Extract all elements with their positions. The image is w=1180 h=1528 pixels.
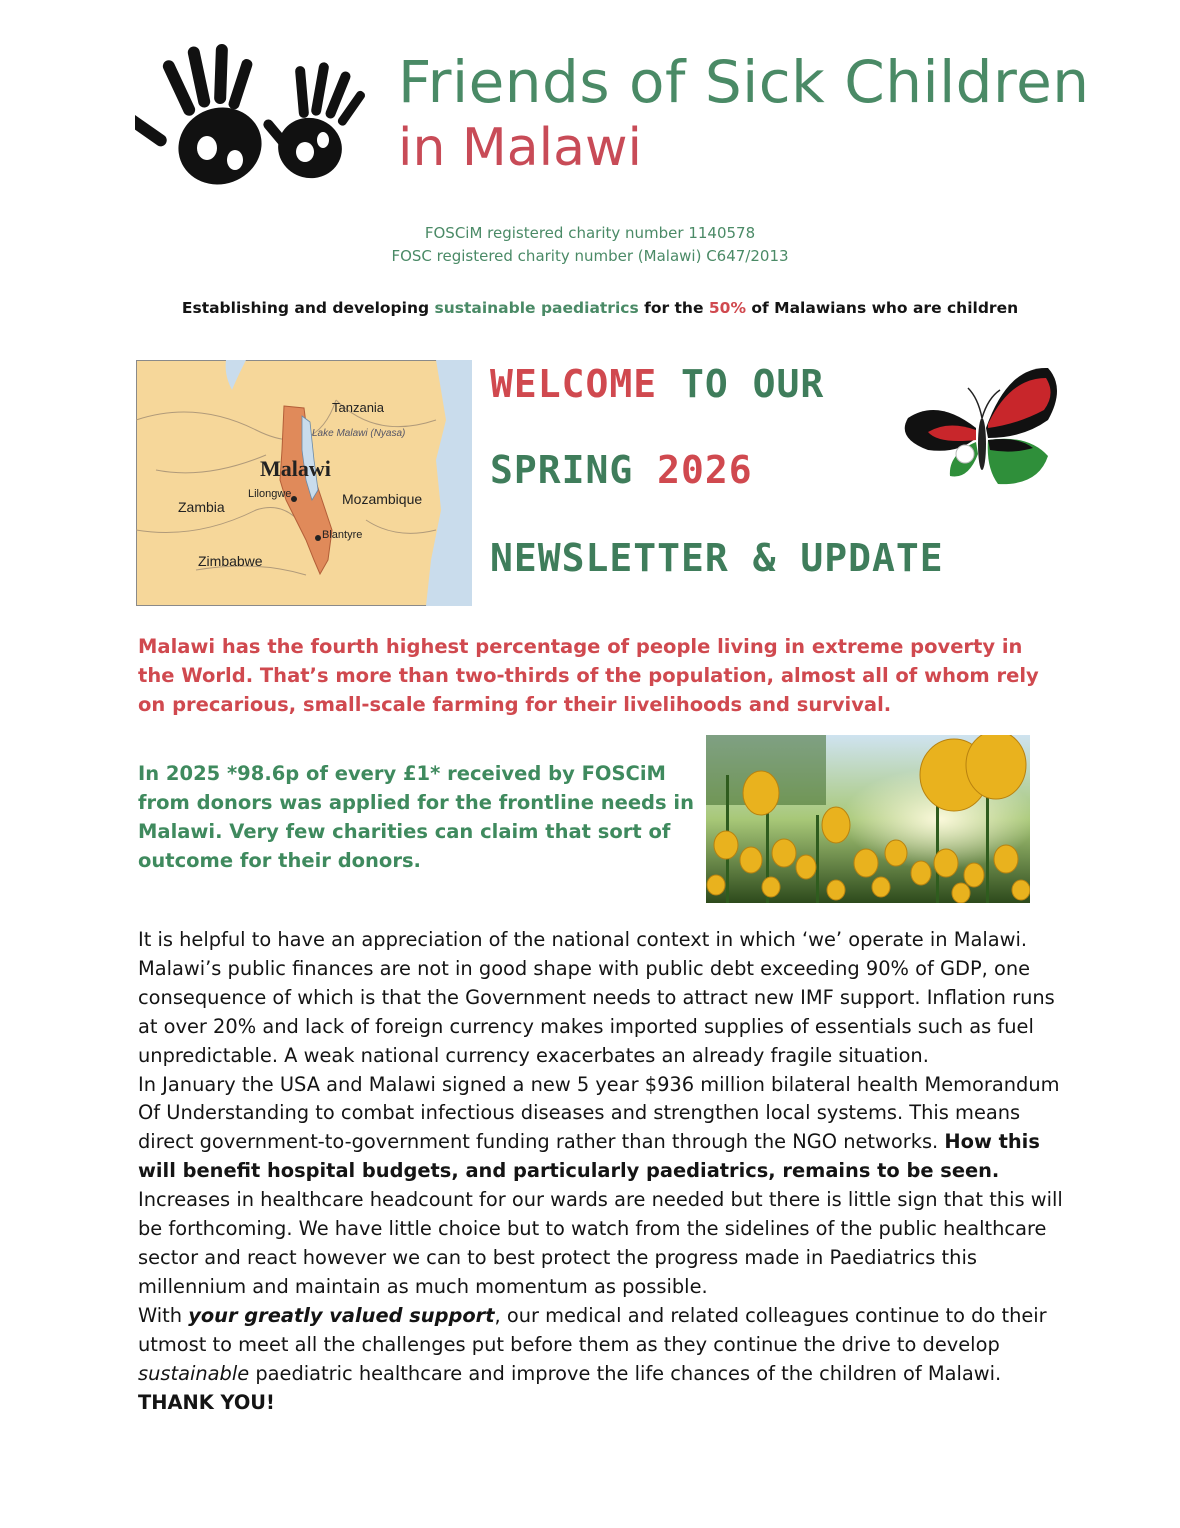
registration-number-uk: FOSCiM registered charity number 1140578 — [424, 224, 756, 242]
tagline — [0, 299, 1180, 317]
welcome-heading-line1 — [490, 362, 824, 406]
org-name-line1: Friends of Sick Children — [398, 48, 1090, 116]
thank-you: THANK YOU! — [138, 1390, 275, 1414]
body-paragraph-thanks — [138, 1302, 1068, 1418]
welcome-heading-line2 — [490, 448, 753, 492]
map-label-tanzania: Tanzania — [332, 400, 385, 415]
tagline-highlight-paediatrics: sustainable paediatrics — [434, 299, 639, 317]
tagline-text: of Malawians who are children — [745, 299, 1019, 317]
map-label-mozambique: Mozambique — [342, 491, 423, 507]
tagline-highlight-percent: 50% — [708, 299, 746, 317]
registration-number-malawi: FOSC registered charity number (Malawi) C647/2013 — [391, 247, 789, 265]
malawi-flag-butterfly — [898, 358, 1063, 508]
handprints-logo — [135, 36, 375, 196]
sustainable-emphasis: sustainable — [138, 1361, 250, 1385]
support-emphasis: your greatly valued support — [188, 1303, 495, 1327]
mou-bold: How this will benefit hospital budgets, and particularly paediatrics, remains to be seen. — [138, 1130, 1040, 1183]
malawi-map — [136, 360, 472, 606]
body-paragraph-headcount: Increases in healthcare headcount for our wards are needed but there is little sign that this will be forthcoming. We have little choice but to watch from the sidelines of the public healthcare sector and react however we can to best protect the progress made in Paediatrics this millennium and maintain as much momentum as possible. — [138, 1188, 1063, 1298]
map-label-zimbabwe: Zimbabwe — [198, 553, 263, 569]
map-label-blantyre: Blantyre — [322, 529, 363, 541]
tagline-text: Establishing and developing — [181, 299, 435, 317]
body-paragraph-finances: Malawi’s public finances are not in good shape with public debt exceeding 90% of GDP, one consequence of which is that the Government needs to attract new IMF support. Inflation runs at over 20% and lack of foreign currency makes imported supplies of essentials such as fuel unpredictable. A weak national currency exacerbates an already fragile situation. — [138, 956, 1055, 1067]
thanks-text-a: With — [138, 1303, 189, 1327]
body-text — [138, 926, 1068, 1417]
map-label-zambia: Zambia — [178, 499, 225, 515]
body-paragraph-context: It is helpful to have an appreciation of the national context in which ‘we’ operate in Malawi. — [138, 928, 1028, 951]
tulips-photo — [706, 735, 1030, 903]
map-label-malawi: Malawi — [260, 456, 331, 481]
welcome-word: WELCOME — [490, 362, 658, 406]
thanks-text-c: paediatric healthcare and improve the life chances of the children of Malawi. — [249, 1361, 1002, 1385]
map-label-lake: Lake Malawi (Nyasa) — [312, 428, 406, 439]
tagline-text: for the — [638, 299, 709, 317]
welcome-to-our: TO OUR — [657, 362, 825, 406]
org-name-line2: in Malawi — [398, 118, 642, 178]
map-label-lilongwe: Lilongwe — [248, 488, 292, 500]
mou-text: In January the USA and Malawi signed a new 5 year $936 million bilateral health Memorandum Of Understanding to combat infectious diseases and strengthen local systems. This means direct government-to-government funding rather than through the NGO networks. — [138, 1072, 1060, 1154]
thanks-text-b: , our medical and related colleagues continue to do their utmost to meet all the challenges put before them as they continue the drive to develop — [138, 1303, 1047, 1356]
poverty-statement: Malawi has the fourth highest percentage of people living in extreme poverty in the World. That’s more than two-thirds of the population, almost all of whom rely on precarious, small-scale farming for their livelihoods and survival. — [138, 635, 1039, 716]
year-2026: 2026 — [657, 448, 753, 492]
body-paragraph-mou — [138, 1071, 1068, 1187]
welcome-heading-line3: NEWSLETTER & UPDATE — [490, 536, 944, 580]
donation-statement: In 2025 *98.6p of every £1* received by FOSCiM from donors was applied for the frontline needs in Malawi. Very few charities can claim that sort of outcome for their donors. — [138, 762, 694, 872]
spring-word: SPRING — [490, 448, 658, 492]
